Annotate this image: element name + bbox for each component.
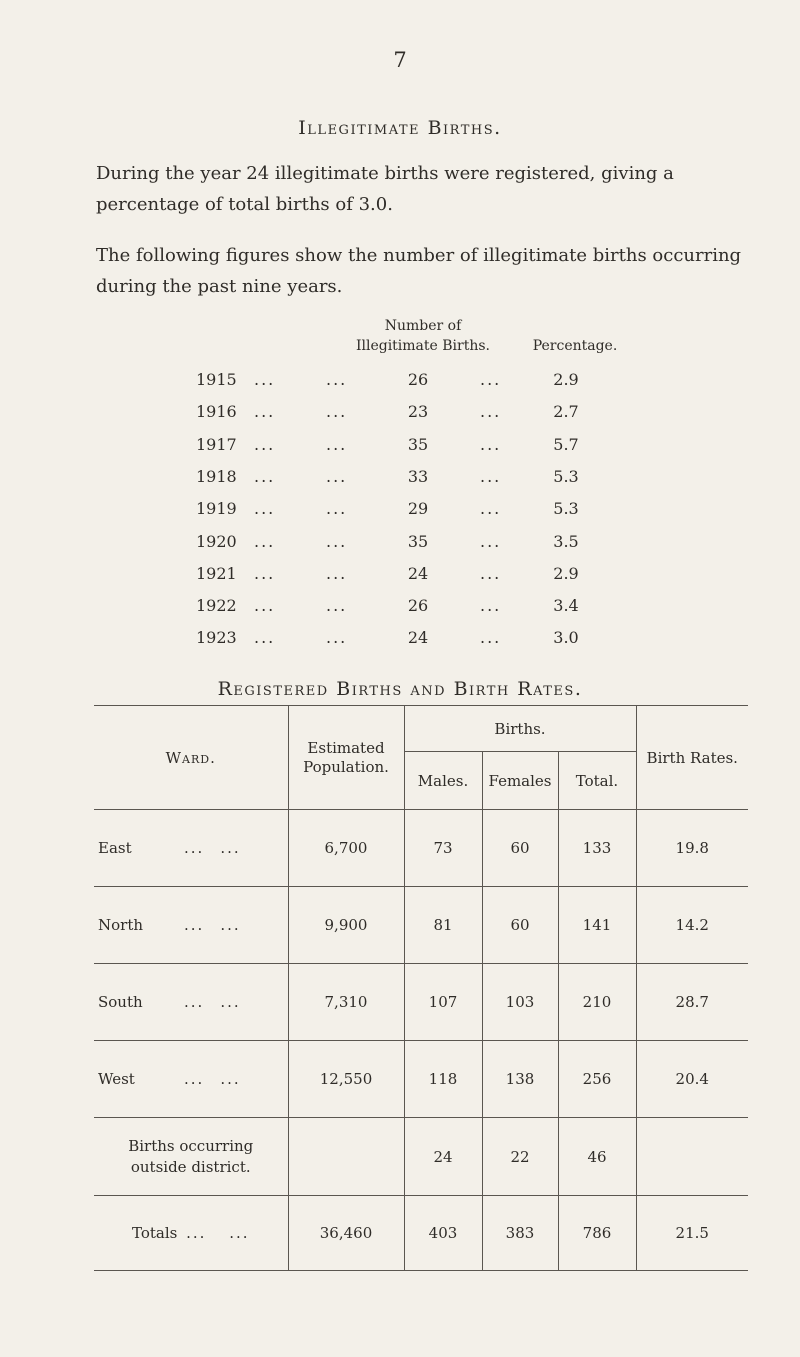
leader-dots: ... — [480, 596, 502, 616]
leader-dots: ... — [254, 434, 276, 454]
ward-leader-dots: ... — [220, 993, 241, 1011]
ward-leader-dots: ... — [220, 839, 241, 857]
totals-dots-b: ... — [229, 1224, 250, 1242]
leader-dots: ... — [480, 499, 502, 519]
col-number-header-line2: Illegitimate Births. — [355, 338, 491, 354]
percentage-cell: 5.3 — [553, 466, 579, 486]
totals-population: 36,460 — [288, 1196, 404, 1271]
number-cell: 35 — [407, 434, 429, 454]
year-cell: 1915 — [196, 370, 237, 389]
year-cell: 1920 — [196, 531, 237, 551]
year-row — [0, 564, 800, 592]
males-cell: 118 — [404, 1041, 482, 1118]
leader-dots: ... — [326, 628, 348, 648]
ward-cell — [94, 964, 288, 1041]
population-cell: 6,700 — [288, 810, 404, 887]
leader-dots: ... — [254, 370, 276, 389]
table-row — [94, 1041, 748, 1118]
leader-dots: ... — [326, 370, 348, 389]
total-cell: 133 — [558, 810, 636, 887]
year-row — [0, 370, 800, 398]
males-cell: 107 — [404, 964, 482, 1041]
females-cell: 138 — [482, 1041, 558, 1118]
col-number-header — [338, 316, 508, 356]
year-row — [0, 499, 800, 527]
table-row — [94, 810, 748, 887]
number-cell: 33 — [407, 466, 429, 486]
rate-cell: 19.8 — [636, 810, 748, 887]
registered-births-table — [94, 705, 748, 1271]
page-number: 7 — [393, 48, 407, 72]
illegitimate-figures-paragraph — [96, 240, 746, 302]
leader-dots: ... — [254, 531, 276, 551]
header-males: Males. — [404, 752, 482, 810]
number-cell: 35 — [407, 531, 429, 551]
totals-dots-a: ... — [186, 1224, 207, 1242]
leader-dots: ... — [254, 466, 276, 486]
totals-females: 383 — [482, 1196, 558, 1271]
year-row — [0, 402, 800, 430]
year-cell: 1918 — [196, 466, 237, 486]
illegitimate-figures-text: The following figures show the number of illegitimate births occurring during the past nine years. — [96, 245, 742, 297]
number-cell: 26 — [407, 596, 429, 616]
leader-dots: ... — [326, 402, 348, 422]
leader-dots: ... — [254, 402, 276, 422]
females-cell: 60 — [482, 887, 558, 964]
number-cell: 24 — [407, 563, 429, 583]
outside-females: 22 — [482, 1118, 558, 1196]
year-row — [0, 467, 800, 495]
ward-leader-dots: ... — [184, 839, 205, 857]
table-row-totals — [94, 1196, 748, 1271]
ward-cell — [94, 1041, 288, 1118]
year-row — [0, 532, 800, 560]
percentage-cell: 2.9 — [553, 370, 579, 389]
ward-leader-dots: ... — [184, 993, 205, 1011]
leader-dots: ... — [480, 628, 502, 648]
leader-dots: ... — [254, 628, 276, 648]
ward-name: East — [98, 839, 132, 857]
number-cell: 29 — [407, 499, 429, 519]
table-row — [94, 887, 748, 964]
totals-rate: 21.5 — [636, 1196, 748, 1271]
number-cell: 23 — [407, 402, 429, 422]
leader-dots: ... — [254, 499, 276, 519]
leader-dots: ... — [326, 563, 348, 583]
col-number-header-line1: Number of — [384, 318, 462, 334]
percentage-cell: 2.9 — [553, 563, 579, 583]
ward-name: South — [98, 993, 143, 1011]
females-cell: 60 — [482, 810, 558, 887]
population-cell: 12,550 — [288, 1041, 404, 1118]
outside-total: 46 — [558, 1118, 636, 1196]
illegitimate-intro-text: During the year 24 illegitimate births were registered, giving a percentage of total births of 3.0. — [96, 163, 674, 215]
total-cell: 210 — [558, 964, 636, 1041]
ward-leader-dots: ... — [184, 1070, 205, 1088]
ward-leader-dots: ... — [220, 1070, 241, 1088]
totals-ward — [94, 1196, 288, 1271]
totals-total: 786 — [558, 1196, 636, 1271]
header-total: Total. — [558, 752, 636, 810]
ward-leader-dots: ... — [184, 916, 205, 934]
header-population: Estimated Population. — [288, 706, 404, 810]
males-cell: 73 — [404, 810, 482, 887]
ward-cell — [94, 810, 288, 887]
leader-dots: ... — [480, 563, 502, 583]
totals-label: Totals — [131, 1224, 178, 1242]
header-females: Females — [482, 752, 558, 810]
outside-population — [288, 1118, 404, 1196]
ward-leader-dots: ... — [220, 916, 241, 934]
table-row — [94, 964, 748, 1041]
percentage-cell: 5.3 — [553, 499, 579, 519]
table-row-outside — [94, 1118, 748, 1196]
ward-name: North — [98, 916, 144, 934]
leader-dots: ... — [480, 402, 502, 422]
percentage-cell: 3.4 — [553, 596, 579, 616]
ward-cell — [94, 887, 288, 964]
leader-dots: ... — [480, 434, 502, 454]
leader-dots: ... — [254, 596, 276, 616]
illegitimate-births-heading: Illegitimate Births. — [298, 117, 502, 139]
percentage-cell: 3.5 — [553, 531, 579, 551]
rate-cell: 14.2 — [636, 887, 748, 964]
leader-dots: ... — [480, 466, 502, 486]
leader-dots: ... — [326, 596, 348, 616]
header-births: Births. — [404, 706, 636, 752]
ward-name: West — [98, 1070, 135, 1088]
number-cell: 24 — [407, 628, 429, 648]
year-row — [0, 628, 800, 656]
percentage-cell: 3.0 — [553, 628, 579, 648]
year-cell: 1921 — [196, 563, 237, 583]
females-cell: 103 — [482, 964, 558, 1041]
leader-dots: ... — [326, 531, 348, 551]
year-cell: 1919 — [196, 499, 237, 519]
population-cell: 9,900 — [288, 887, 404, 964]
leader-dots: ... — [326, 434, 348, 454]
outside-males: 24 — [404, 1118, 482, 1196]
year-cell: 1916 — [196, 402, 237, 422]
number-cell: 26 — [407, 370, 429, 389]
year-cell: 1923 — [196, 628, 237, 648]
percentage-cell: 2.7 — [553, 402, 579, 422]
totals-males: 403 — [404, 1196, 482, 1271]
leader-dots: ... — [480, 531, 502, 551]
illegitimate-intro-paragraph — [96, 158, 746, 220]
leader-dots: ... — [254, 563, 276, 583]
header-birth-rates: Birth Rates. — [636, 706, 748, 810]
outside-ward: Births occurring outside district. — [128, 1136, 254, 1176]
leader-dots: ... — [326, 466, 348, 486]
year-row — [0, 435, 800, 463]
total-cell: 256 — [558, 1041, 636, 1118]
outside-rate — [636, 1118, 748, 1196]
leader-dots: ... — [326, 499, 348, 519]
year-cell: 1917 — [196, 434, 237, 454]
population-cell: 7,310 — [288, 964, 404, 1041]
rate-cell: 28.7 — [636, 964, 748, 1041]
year-row — [0, 596, 800, 624]
col-percentage-header: Percentage. — [532, 338, 618, 354]
year-cell: 1922 — [196, 596, 237, 616]
percentage-cell: 5.7 — [553, 434, 579, 454]
rate-cell: 20.4 — [636, 1041, 748, 1118]
leader-dots: ... — [480, 370, 502, 389]
males-cell: 81 — [404, 887, 482, 964]
registered-births-heading: Registered Births and Birth Rates. — [217, 678, 583, 700]
total-cell: 141 — [558, 887, 636, 964]
header-ward: Ward. — [94, 706, 288, 810]
